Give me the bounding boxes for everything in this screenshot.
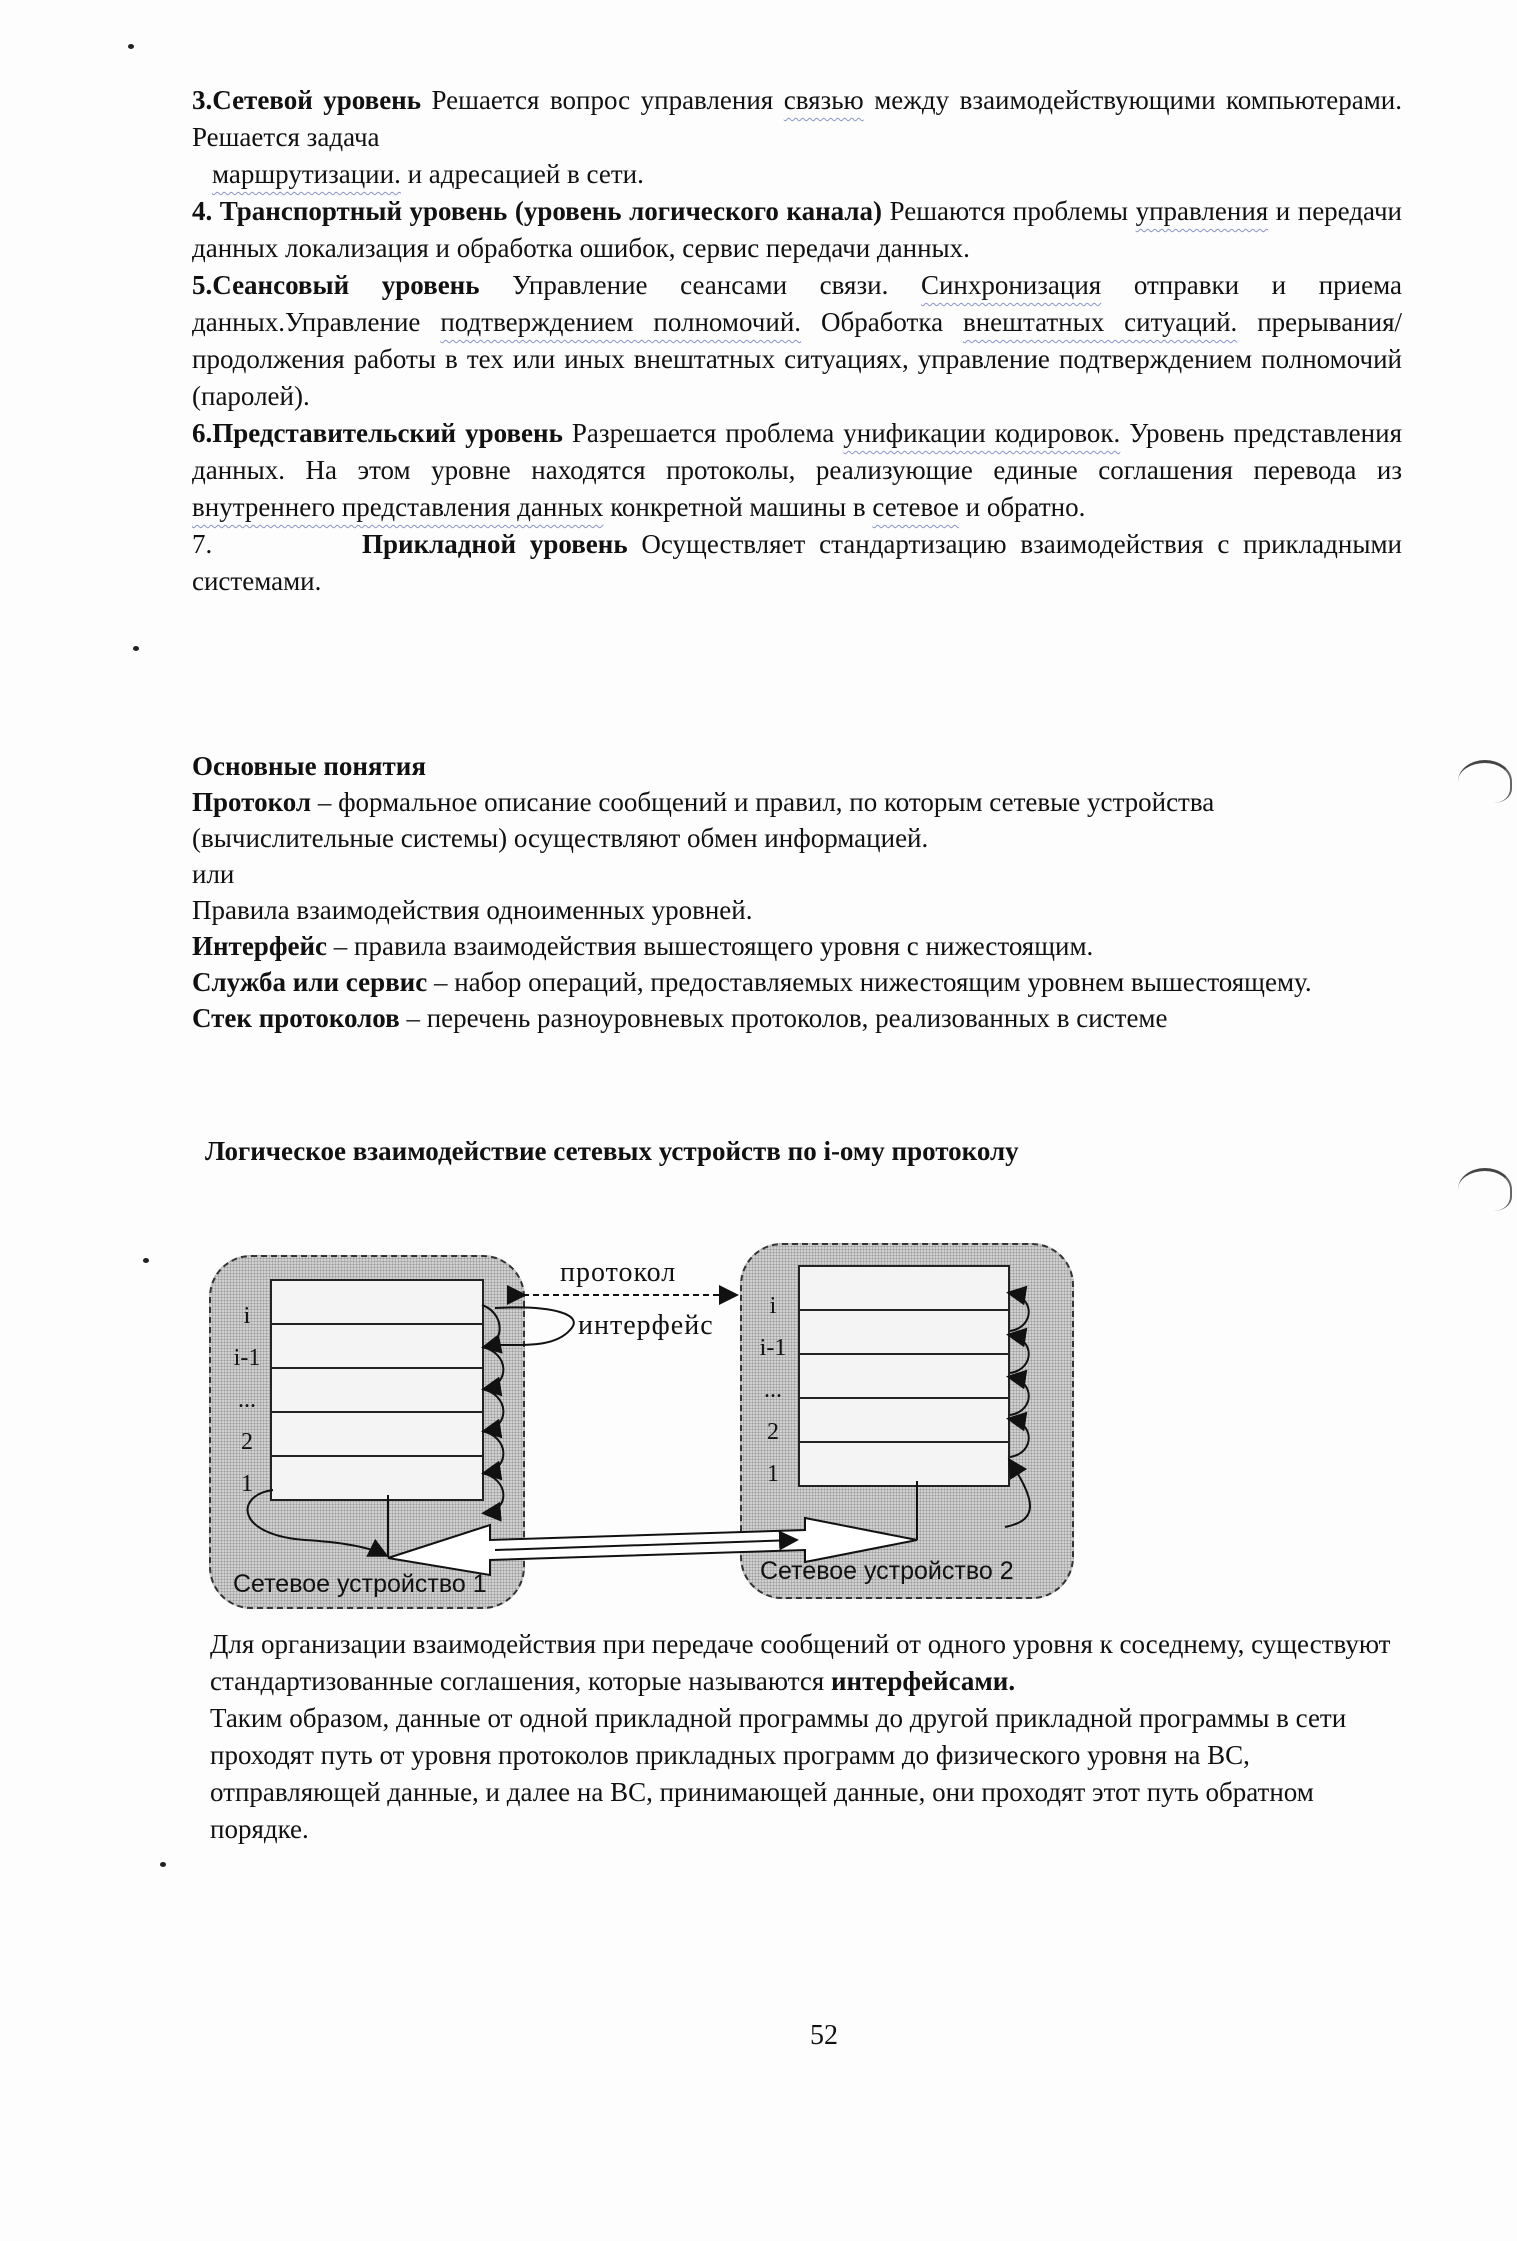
device-1-label: Сетевое устройство 1 — [233, 1570, 487, 1598]
scan-speck — [133, 646, 139, 651]
device-2-level-labels: i i-1 ... 2 1 — [759, 1293, 787, 1487]
punch-hole-icon — [1458, 1168, 1512, 1211]
level-3-title: 3.Сетевой уровень — [192, 85, 422, 115]
stack-definition: Стек протоколов – перечень разноуровневых протоколов, реализованных в системе — [192, 1003, 1168, 1033]
service-definition: Служба или сервис – набор операций, предоставляемых нижестоящим уровнем вышестоящему. — [192, 967, 1312, 997]
level-3-continuation: маршрутизации. и адресацией в сети. — [212, 159, 644, 189]
diagram-arrows — [205, 1235, 1105, 1615]
interface-loop-icon — [495, 1307, 574, 1345]
level-3-paragraph: 3.Сетевой уровень Решается вопрос управления связью между взаимодействующими компьютерами. Решается задача — [192, 85, 1402, 152]
concepts-heading: Основные понятия — [192, 751, 426, 781]
concepts-section — [192, 748, 1402, 1036]
interfaces-paragraph: Для организации взаимодействия при передаче сообщений от одного уровня к соседнему, существуют стандартизованные соглашения, которые называются интерфейсами. — [210, 1629, 1391, 1696]
interface-definition: Интерфейс – правила взаимодействия вышестоящего уровня с нижестоящим. — [192, 931, 1094, 961]
level-4-paragraph: 4. Транспортный уровень (уровень логического канала) Решаются проблемы управления и передачи данных локализация и обработка ошибок, сервис передачи данных. — [192, 196, 1402, 263]
interface-label: интерфейс — [578, 1310, 714, 1341]
closing-section — [210, 1626, 1410, 1848]
diagram-title: Логическое взаимодействие сетевых устройств по i-ому протоколу — [205, 1136, 1019, 1166]
level-6-paragraph: 6.Представительский уровень Разрешается проблема унификации кодировок. Уровень представления данных. На этом уровне находятся протоколы, реализующие единые соглашения перевода из внутреннего представления данных конкретной машины в сетевое и обратно. — [192, 418, 1402, 522]
device-2-upward-arcs — [1005, 1293, 1030, 1527]
data-path-paragraph: Таким образом, данные от одной прикладной программы до другой прикладной программы в сети проходят путь от уровня протоколов прикладных программ до физического уровня на ВС, отправляющей данные, и далее на ВС, принимающей данные, они проходят этот путь обратном порядке. — [210, 1703, 1347, 1844]
physical-link-arrow-icon — [388, 1518, 917, 1575]
device-1-level-labels: i i-1 ... 2 1 — [233, 1303, 261, 1497]
level-7-paragraph: 7. Прикладной уровень Осуществляет стандартизацию взаимодействия с прикладными системами. — [192, 526, 1402, 600]
scan-speck — [128, 44, 134, 49]
protocol-definition: Протокол – формальное описание сообщений и правил, по которым сетевые устройства (вычислительные системы) осуществляют обмен информацией. — [192, 787, 1215, 853]
osi-levels-section — [192, 82, 1402, 600]
scan-speck — [160, 1862, 166, 1867]
level-7-title: Прикладной уровень — [362, 529, 628, 559]
protocol-alt-definition: Правила взаимодействия одноименных уровней. — [192, 895, 753, 925]
level-5-paragraph: 5.Сеансовый уровень Управление сеансами связи. Синхронизация отправки и приема данных.Управление подтверждением полномочий. Обработка внештатных ситуаций. прерывания/продолжения работы в тех или иных внештатных ситуациях, управление подтверждением полномочий (паролей). — [192, 270, 1402, 411]
protocol-label: протокол — [560, 1257, 677, 1288]
device-2-label: Сетевое устройство 2 — [760, 1557, 1014, 1585]
or-text: или — [192, 859, 235, 889]
scan-speck — [143, 1258, 149, 1263]
protocol-interaction-diagram — [205, 1235, 1105, 1615]
level-7-number: 7. — [192, 529, 213, 559]
level-5-title: 5.Сеансовый уровень — [192, 270, 480, 300]
page-number: 52 — [810, 2020, 838, 2051]
level-4-title: 4. Транспортный уровень (уровень логического канала) — [192, 196, 883, 226]
level-6-title: 6.Представительский уровень — [192, 418, 563, 448]
punch-hole-icon — [1458, 760, 1512, 803]
device-1-downward-arcs — [482, 1305, 503, 1513]
